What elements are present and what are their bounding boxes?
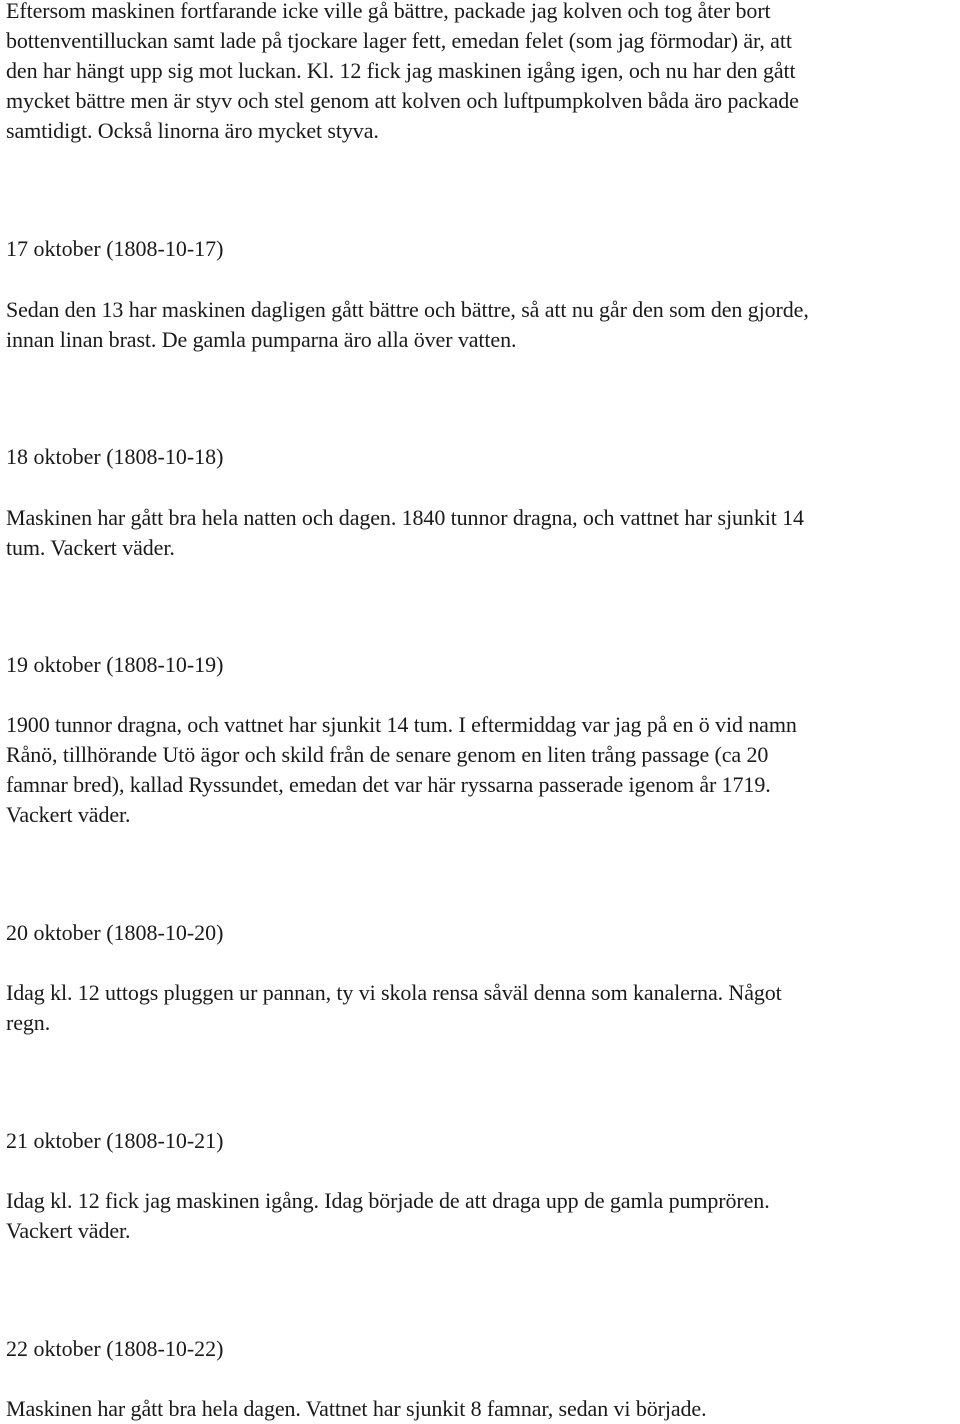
entry-paragraph (6, 1394, 958, 1424)
paragraph-line: Idag kl. 12 uttogs pluggen ur pannan, ty vi skola rensa såväl denna som kanalerna. Något (6, 980, 782, 1005)
paragraph-line: Vackert väder. (6, 802, 131, 827)
paragraph-line: Sedan den 13 har maskinen dagligen gått bättre och bättre, så att nu går den som den gjorde, (6, 297, 809, 322)
entry-paragraph (6, 1186, 958, 1246)
entry-date-heading: 21 oktober (1808-10-21) (6, 1128, 224, 1153)
entry-date-heading: 20 oktober (1808-10-20) (6, 920, 224, 945)
paragraph-line: Idag kl. 12 fick jag maskinen igång. Idag började de att draga upp de gamla pumprören. (6, 1188, 770, 1213)
paragraph-line: Vackert väder. (6, 1218, 131, 1243)
paragraph-line: famnar bred), kallad Ryssundet, emedan det var här ryssarna passerade igenom år 1719. (6, 772, 771, 797)
intro-paragraph (6, 0, 958, 146)
entry-date-heading: 19 oktober (1808-10-19) (6, 652, 224, 677)
entry-date-heading: 22 oktober (1808-10-22) (6, 1336, 224, 1361)
entry-paragraph (6, 503, 958, 563)
paragraph-line: Eftersom maskinen fortfarande icke ville gå bättre, packade jag kolven och tog åter bort (6, 0, 771, 23)
entry-date-heading: 17 oktober (1808-10-17) (6, 236, 224, 261)
paragraph-line: tum. Vackert väder. (6, 535, 175, 560)
paragraph-line: Maskinen har gått bra hela dagen. Vattnet har sjunkit 8 famnar, sedan vi började. (6, 1396, 707, 1421)
paragraph-line: samtidigt. Också linorna äro mycket styva. (6, 118, 379, 143)
paragraph-line: Rånö, tillhörande Utö ägor och skild från de senare genom en liten trång passage (ca 20 (6, 742, 769, 767)
paragraph-line: 1900 tunnor dragna, och vattnet har sjunkit 14 tum. I eftermiddag var jag på en ö vid namn (6, 712, 797, 737)
paragraph-line: bottenventilluckan samt lade på tjockare lager fett, emedan felet (som jag förmodar) är, att (6, 28, 792, 53)
entry-paragraph (6, 978, 958, 1038)
entry-paragraph (6, 710, 958, 830)
paragraph-line: innan linan brast. De gamla pumparna äro alla över vatten. (6, 327, 517, 352)
entry-paragraph (6, 295, 958, 355)
entry-date-heading: 18 oktober (1808-10-18) (6, 444, 224, 469)
paragraph-line: den har hängt upp sig mot luckan. Kl. 12 fick jag maskinen igång igen, och nu har den gått (6, 58, 796, 83)
paragraph-line: mycket bättre men är styv och stel genom att kolven och luftpumpkolven båda äro packade (6, 88, 799, 113)
paragraph-line: regn. (6, 1010, 51, 1035)
paragraph-line: Maskinen har gått bra hela natten och dagen. 1840 tunnor dragna, och vattnet har sjunkit 14 (6, 505, 804, 530)
